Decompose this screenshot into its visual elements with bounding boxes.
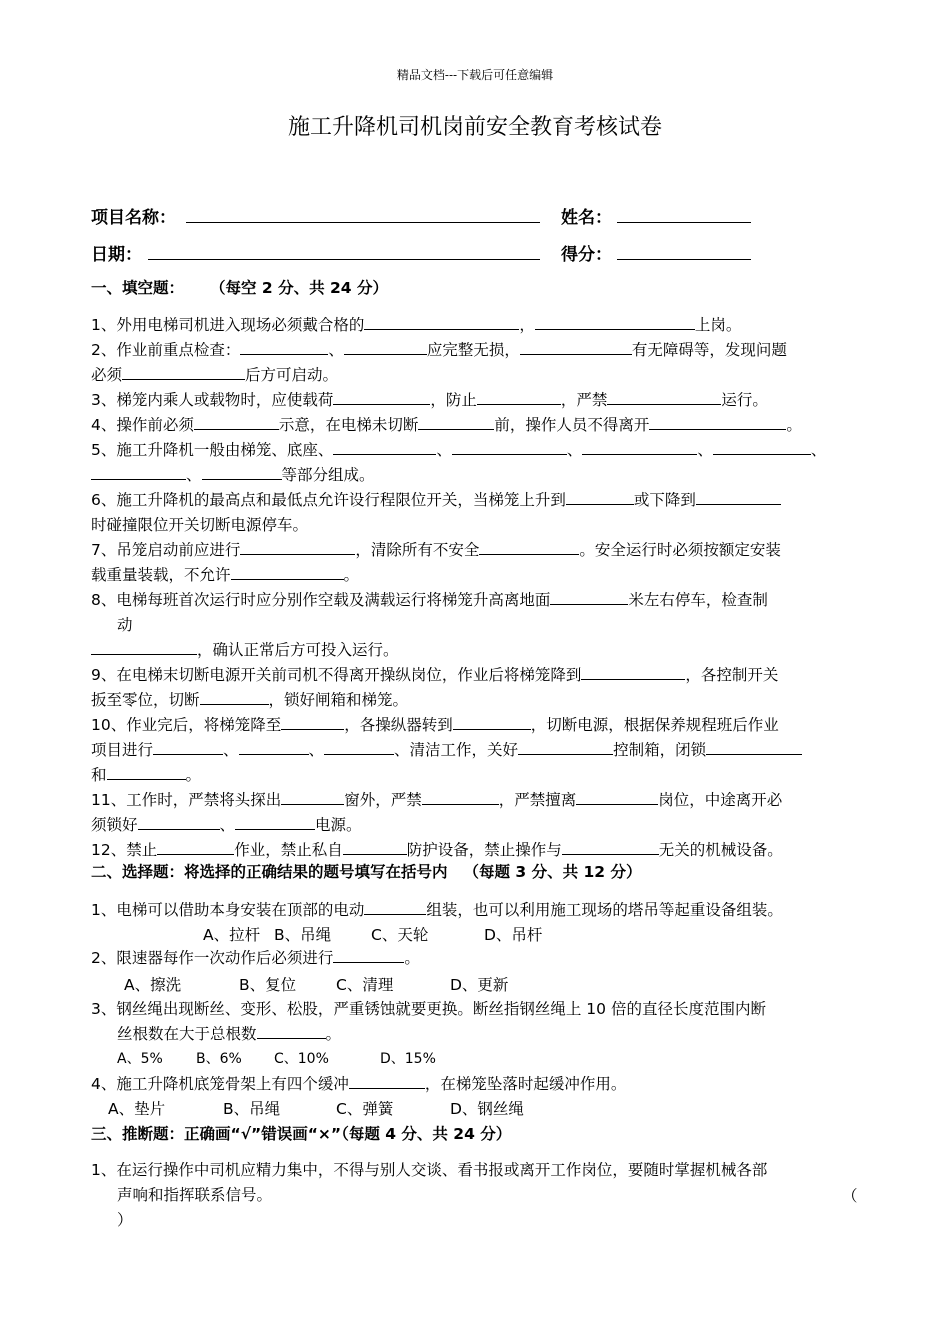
q-text: 、: [308, 741, 325, 759]
blank[interactable]: [349, 1073, 425, 1089]
q-text: 4、施工升降机底笼骨架上有四个缓冲: [91, 1075, 349, 1093]
s2-q3-option-b[interactable]: B、6%: [196, 1051, 242, 1067]
s1-question-6-cont: [91, 513, 308, 538]
s1-question-10-cont2: [91, 763, 201, 788]
q-text: 上岗。: [694, 316, 742, 334]
blank[interactable]: [520, 339, 632, 355]
q-text: 、: [219, 816, 236, 834]
s2-question-4: [91, 1072, 626, 1097]
q-text: 作业，禁止私自: [234, 841, 343, 859]
s1-question-9: [91, 663, 778, 688]
page-header: 精品文档---下载后可任意编辑: [396, 68, 554, 82]
q-text: ，严禁: [560, 391, 608, 409]
q-text: ，锁好闸箱和梯笼。: [268, 691, 409, 709]
q-text: 7、吊笼启动前应进行: [91, 541, 241, 559]
blank[interactable]: [364, 899, 426, 915]
q-text: 示意，在电梯未切断: [278, 416, 419, 434]
s1-question-7-cont: [91, 563, 359, 588]
blank[interactable]: [122, 364, 245, 380]
blank[interactable]: [138, 814, 220, 830]
s2-question-1: [91, 898, 783, 923]
blank[interactable]: [581, 664, 685, 680]
date-label: 日期：: [91, 245, 142, 265]
q-text: ，严禁擅离: [498, 791, 577, 809]
s1-question-8: [91, 588, 768, 613]
blank[interactable]: [157, 839, 234, 855]
s3-question-1-cont: [117, 1183, 272, 1208]
section2-heading: [91, 860, 641, 885]
blank[interactable]: [696, 489, 781, 505]
blank[interactable]: [91, 639, 197, 655]
blank[interactable]: [281, 714, 344, 730]
blank[interactable]: [562, 839, 659, 855]
answer-paren-open[interactable]: （: [842, 1187, 858, 1205]
section1-title: 一、填空题：: [91, 279, 185, 297]
q-text: 等部分组成。: [281, 466, 375, 484]
score-field[interactable]: [617, 259, 751, 260]
q-text: 1、外用电梯司机进入现场必须戴合格的: [91, 316, 365, 334]
project-name-field[interactable]: [186, 222, 540, 223]
blank[interactable]: [281, 789, 344, 805]
s1-question-5: [91, 438, 826, 463]
q-text: 无关的机械设备。: [658, 841, 783, 859]
q-text: 应完整无损，: [426, 341, 520, 359]
q-text: 、: [566, 441, 583, 459]
blank[interactable]: [477, 389, 561, 405]
q-text: 防护设备，禁止操作与: [406, 841, 562, 859]
blank[interactable]: [344, 339, 427, 355]
q-text: 11、工作时，严禁将头探出: [91, 791, 282, 809]
q-text: ，在梯笼坠落时起缓冲作用。: [424, 1075, 627, 1093]
blank[interactable]: [200, 689, 269, 705]
s2-q1-option-b[interactable]: B、吊绳: [274, 926, 332, 944]
q-text: 2、作业前重点检查：: [91, 341, 241, 359]
s2-q3-option-a[interactable]: A、5%: [117, 1051, 163, 1067]
blank[interactable]: [713, 439, 811, 455]
blank[interactable]: [535, 314, 695, 330]
q-text: 窗外，严禁: [344, 791, 422, 809]
blank[interactable]: [566, 489, 634, 505]
q-text: ，防止: [430, 391, 477, 409]
blank[interactable]: [576, 789, 658, 805]
blank[interactable]: [649, 414, 786, 430]
blank[interactable]: [418, 414, 494, 430]
q-text: 项目进行: [91, 741, 154, 759]
q-text: 载重量装载，不允许: [91, 566, 231, 584]
s1-question-6: [91, 488, 781, 513]
q-text: 、: [186, 466, 202, 484]
blank[interactable]: [257, 1023, 326, 1039]
q-text: 1、在运行操作中司机应精力集中，不得与别人交谈、看书报或离开工作岗位，要随时掌握机械各部: [91, 1161, 768, 1179]
s1-question-9-cont: [91, 688, 408, 713]
blank[interactable]: [240, 339, 328, 355]
blank[interactable]: [422, 789, 499, 805]
blank[interactable]: [107, 764, 186, 780]
q-text: 8、电梯每班首次运行时应分别作空载及满载运行将梯笼升高离地面: [91, 591, 551, 609]
s1-question-2-cont: [91, 363, 338, 388]
blank[interactable]: [239, 739, 309, 755]
q-text: 控制箱，闭锁: [613, 741, 707, 759]
q-text: 组装，也可以利用施工现场的塔吊等起重设备组装。: [426, 901, 783, 919]
q-text: 丝根数在大于总根数: [117, 1025, 257, 1043]
s2-q1-option-d[interactable]: D、吊杆: [484, 926, 543, 944]
q-text: 声响和指挥联系信号。: [117, 1186, 273, 1204]
q-text: ，各控制开关: [685, 666, 779, 684]
s1-question-7: [91, 538, 781, 563]
blank[interactable]: [231, 564, 344, 580]
q-text: 。: [185, 766, 202, 784]
q-text: 必须: [91, 366, 123, 384]
blank[interactable]: [582, 439, 697, 455]
s2-question-3: [91, 997, 766, 1022]
q-text: ，: [519, 316, 535, 334]
q-text: 。: [786, 416, 802, 434]
blank[interactable]: [706, 739, 802, 755]
s2-q3-option-d[interactable]: D、15%: [380, 1051, 436, 1067]
blank[interactable]: [333, 389, 430, 405]
blank[interactable]: [194, 414, 279, 430]
q-text: 米左右停车，检查制: [628, 591, 768, 609]
q-text: 。: [343, 566, 360, 584]
q-text: 和: [91, 766, 107, 784]
q-text: 或下降到: [633, 491, 696, 509]
s2-q2-option-c[interactable]: C、清理: [336, 976, 394, 994]
section3-heading: 三、推断题：正确画“√”错误画“×”（每题 4 分、共 24 分）: [91, 1125, 512, 1143]
blank[interactable]: [479, 539, 579, 555]
s2-q3-option-c[interactable]: C、10%: [274, 1051, 329, 1067]
s1-question-8-cont2: [91, 638, 399, 663]
s2-q4-option-d[interactable]: D、钢丝绳: [450, 1100, 524, 1118]
section2-title: 二、选择题：将选择的正确结果的题号填写在括号内: [91, 863, 448, 881]
blank[interactable]: [343, 839, 407, 855]
s1-question-11: [91, 788, 782, 813]
q-text: 运行。: [721, 391, 768, 409]
blank[interactable]: [452, 439, 567, 455]
q-text: ，确认正常后方可投入运行。: [197, 641, 399, 659]
blank[interactable]: [607, 389, 721, 405]
q-text: 12、禁止: [91, 841, 158, 859]
name-field[interactable]: [617, 222, 751, 223]
answer-paren-close[interactable]: ）: [117, 1211, 133, 1229]
q-text: 。安全运行时必须按额定安装: [579, 541, 781, 559]
q-text: 3、梯笼内乘人或载物时，应使载荷: [91, 391, 334, 409]
score-label: 得分：: [561, 245, 612, 265]
blank[interactable]: [550, 589, 628, 605]
q-text: 5、施工升降机一般由梯笼、底座、: [91, 441, 334, 459]
blank[interactable]: [91, 464, 186, 480]
blank[interactable]: [235, 814, 315, 830]
q-text: 1、电梯可以借助本身安装在顶部的电动: [91, 901, 365, 919]
s3-question-1: [91, 1158, 767, 1183]
s2-q2-option-b[interactable]: B、复位: [239, 976, 297, 994]
blank[interactable]: [153, 739, 223, 755]
blank[interactable]: [240, 539, 355, 555]
q-text: 、: [810, 441, 827, 459]
s1-question-3: [91, 388, 768, 413]
s1-question-4: [91, 413, 802, 438]
s1-question-2: [91, 338, 787, 363]
name-label: 姓名：: [561, 208, 612, 228]
q-text: 。: [404, 949, 420, 967]
blank[interactable]: [453, 714, 531, 730]
s2-q1-option-c[interactable]: C、天轮: [371, 926, 429, 944]
q-text: 、: [436, 441, 452, 459]
s2-q4-option-a[interactable]: A、垫片: [108, 1100, 166, 1118]
q-text: 、: [328, 341, 344, 359]
s2-question-3-cont: [117, 1022, 341, 1047]
s2-q2-option-a[interactable]: A、擦洗: [124, 976, 182, 994]
q-text: 。: [325, 1025, 342, 1043]
q-text: 岗位，中途离开必: [658, 791, 783, 809]
q-text: ，各操纵器转到: [344, 716, 453, 734]
q-text: 电源。: [315, 816, 362, 834]
blank[interactable]: [364, 314, 519, 330]
s2-q1-option-a[interactable]: A、拉杆: [203, 926, 261, 944]
s2-q2-option-d[interactable]: D、更新: [450, 976, 509, 994]
q-text: 6、施工升降机的最高点和最低点允许设行程限位开关，当梯笼上升到: [91, 491, 566, 509]
s1-question-1: [91, 313, 741, 338]
q-text: 、: [223, 741, 239, 759]
s2-question-2: [91, 946, 420, 971]
s1-question-5-cont: [91, 463, 375, 488]
page-title: 施工升降机司机岗前安全教育考核试卷: [287, 115, 662, 140]
project-name-label: 项目名称：: [91, 208, 176, 228]
blank[interactable]: [333, 439, 436, 455]
s1-question-11-cont: [91, 813, 362, 838]
blank[interactable]: [324, 739, 394, 755]
q-text: 、清洁工作，关好: [394, 741, 519, 759]
section1-points: （每空 2 分、共 24 分）: [210, 279, 388, 297]
blank[interactable]: [202, 464, 282, 480]
q-text: 有无障碍等，发现问题: [631, 341, 787, 359]
s1-question-8-cont: [117, 613, 133, 638]
q-text: ，切断电源，根据保养规程班后作业: [530, 716, 779, 734]
q-text: 后方可启动。: [245, 366, 339, 384]
q-text: 、: [697, 441, 713, 459]
s2-q4-option-b[interactable]: B、吊绳: [223, 1100, 281, 1118]
q-text: 时碰撞限位开关切断电源停车。: [91, 516, 309, 534]
section1-heading: [91, 276, 388, 301]
q-text: 4、操作前必须: [91, 416, 194, 434]
q-text: 9、在电梯末切断电源开关前司机不得离开操纵岗位，作业后将梯笼降到: [91, 666, 582, 684]
q-text: 2、限速器每作一次动作后必须进行: [91, 949, 334, 967]
blank[interactable]: [333, 947, 404, 963]
q-text: 3、钢丝绳出现断丝、变形、松股，严重锈蚀就要更换。断丝指钢丝绳上 10 倍的直径长度范围内断: [91, 1000, 766, 1018]
s1-question-10-cont: [91, 738, 802, 763]
q-text: 前，操作人员不得离开: [494, 416, 650, 434]
blank[interactable]: [518, 739, 613, 755]
date-field[interactable]: [148, 259, 540, 260]
section2-points: （每题 3 分、共 12 分）: [463, 863, 642, 881]
s1-question-10: [91, 713, 779, 738]
q-text: 扳至零位，切断: [91, 691, 200, 709]
q-text: 动: [117, 616, 133, 634]
s2-q4-option-c[interactable]: C、弹簧: [336, 1100, 394, 1118]
q-text: 10、作业完后，将梯笼降至: [91, 716, 282, 734]
q-text: 须锁好: [91, 816, 138, 834]
q-text: ，清除所有不安全: [355, 541, 480, 559]
